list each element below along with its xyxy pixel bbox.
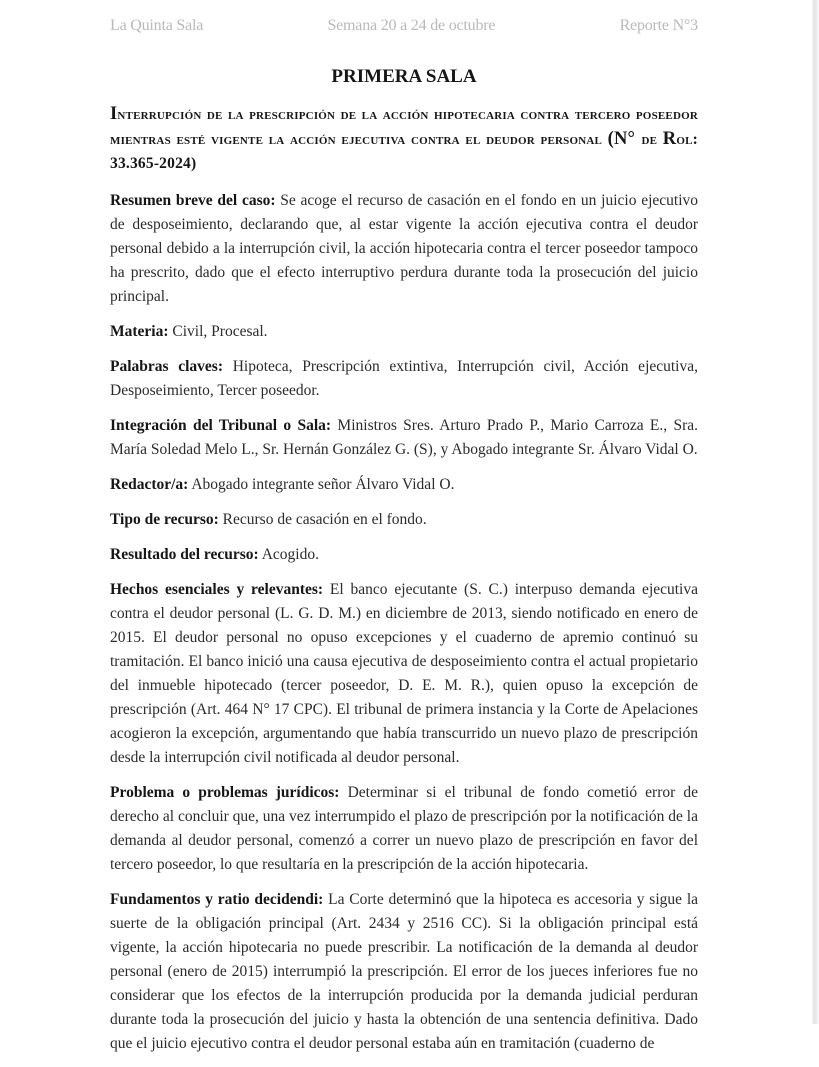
field-redactor bbox=[110, 473, 698, 497]
field-value: Civil, Procesal. bbox=[168, 323, 268, 340]
page-edge-shadow bbox=[812, 0, 819, 1024]
field-label: Materia: bbox=[110, 323, 169, 340]
field-tipo-recurso bbox=[110, 508, 698, 532]
field-problema bbox=[110, 781, 698, 877]
field-value: Abogado integrante señor Álvaro Vidal O. bbox=[188, 476, 455, 493]
field-value: La Corte determinó que la hipoteca es accesoria y sigue la suerte de la obligación principal (Art. 2434 y 2516 CC). Si la obligación principal está vigente, la acción hipotecaria no puede prescribir. La notificación de la demanda al deudor personal (enero de 2015) interrumpió la prescripción. El error de los jueces inferiores fue no considerar que los efectos de la interrupción producida por la demanda judicial perduran durante toda la prosecución del juicio y hasta la obtención de una sentencia definitiva. Dado que el juicio ejecutivo contra el deudor personal estaba aún en tramitación (cuaderno de bbox=[110, 891, 698, 1052]
field-value: Ministros Sres. Arturo Prado P., Mario Carroza E., Sra. María Soledad Melo L., Sr. Hernán González G. (S), y Abogado integrante Sr. Álvaro Vidal O. bbox=[110, 417, 698, 458]
field-materia bbox=[110, 320, 698, 344]
field-value: Recurso de casación en el fondo. bbox=[218, 511, 427, 528]
header-publication: La Quinta Sala bbox=[110, 17, 204, 34]
header-week: Semana 20 a 24 de octubre bbox=[327, 17, 496, 34]
running-header bbox=[110, 17, 698, 35]
field-label: Fundamentos y ratio decidendi: bbox=[110, 891, 324, 908]
field-label: Redactor/a: bbox=[110, 476, 189, 493]
field-hechos bbox=[110, 578, 698, 770]
section-heading: PRIMERA SALA bbox=[331, 66, 477, 87]
field-label: Problema o problemas jurídicos: bbox=[110, 784, 340, 801]
document-body bbox=[110, 64, 698, 1067]
field-palabras-claves bbox=[110, 355, 698, 403]
case-title bbox=[110, 102, 698, 176]
field-value: Acogido. bbox=[258, 546, 319, 563]
field-label: Resumen breve del caso: bbox=[110, 192, 276, 209]
header-report-number: Reporte N°3 bbox=[619, 17, 698, 34]
field-label: Resultado del recurso: bbox=[110, 546, 259, 563]
case-title-initial: I bbox=[110, 104, 118, 124]
field-fundamentos bbox=[110, 888, 698, 1056]
field-integracion bbox=[110, 414, 698, 462]
field-value: Se acoge el recurso de casación en el fondo en un juicio ejecutivo de desposeimiento, declarando que, al estar vigente la acción ejecutiva contra el deudor personal debido a la interrupción civil, la acción hipotecaria contra el tercer poseedor tampoco ha prescrito, dado que el efecto interruptivo perdura durante toda la prosecución del juicio principal. bbox=[110, 192, 699, 305]
field-label: Integración del Tribunal o Sala: bbox=[110, 417, 332, 434]
field-value: El banco ejecutante (S. C.) interpuso demanda ejecutiva contra el deudor personal (L. G. D. M.) en diciembre de 2013, siendo notificado en enero de 2015. El deudor personal no opuso excepciones y el cuaderno de apremio continuó su tramitación. El banco inició una causa ejecutiva de desposeimiento contra el actual propietario del inmueble hipotecado (tercer poseedor, D. E. M. R.), quien opuso la excepción de prescripción (Art. 464 N° 17 CPC). El tribunal de primera instancia y la Corte de Apelaciones acogieron la excepción, argumentando que había transcurrido un nuevo plazo de prescripción desde la interrupción civil notificada al deudor personal. bbox=[110, 581, 698, 766]
case-title-rol-r: R bbox=[662, 129, 677, 149]
field-value: Hipoteca, Prescripción extintiva, Interrupción civil, Acción ejecutiva, Desposeimiento, Tercer poseedor. bbox=[110, 358, 698, 399]
case-title-text: nterrupción de la prescripción de la acción hipotecaria contra tercero poseedor mientras esté vigente la acción ejecutiva contra el deudor personal bbox=[110, 106, 698, 148]
case-title-rol-number: ol: 33.365-2024) bbox=[110, 131, 698, 172]
field-label: Tipo de recurso: bbox=[110, 511, 219, 528]
case-title-rol-open: (N° bbox=[607, 129, 642, 149]
field-resultado bbox=[110, 543, 698, 567]
field-label: Palabras claves: bbox=[110, 358, 224, 375]
field-resumen bbox=[110, 189, 698, 309]
case-title-rol-de: de bbox=[641, 131, 663, 148]
field-value: Determinar si el tribunal de fondo cometió error de derecho al concluir que, una vez interrumpido el plazo de prescripción por la notificación de la demanda al deudor personal, comenzó a correr un nuevo plazo de prescripción en favor del tercero poseedor, lo que resultaría en la prescripción de la acción hipotecaria. bbox=[110, 784, 698, 873]
field-label: Hechos esenciales y relevantes: bbox=[110, 581, 324, 598]
